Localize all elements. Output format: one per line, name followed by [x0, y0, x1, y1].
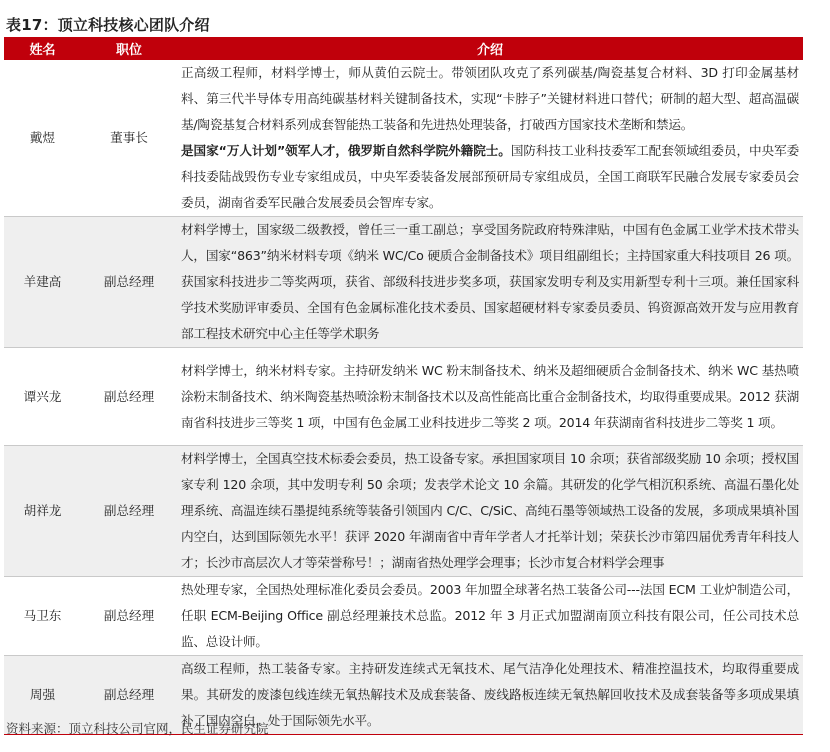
core-team-table — [4, 37, 803, 735]
table-row — [4, 348, 803, 446]
member-intro — [177, 60, 803, 217]
member-intro: 热处理专家，全国热处理标准化委员会委员。2003 年加盟全球著名热工装备公司---法国 ECM 工业炉制造公司，任职 ECM-Beijing Office 副总经理兼技术总监。2012 年 3 月正式加盟湖南顶立科技有限公司，任公司技术总监、总设计师。 — [177, 577, 803, 656]
member-name: 胡祥龙 — [4, 446, 81, 577]
member-intro: 材料学博士，全国真空技术标委会委员，热工设备专家。承担国家项目 10 余项；获省部级奖励 10 余项；授权国家专利 120 余项，其中发明专利 50 余项；发表学术论文 10 余篇。其研发的化学气相沉积系统、高温石墨化处理系统、高温连续石墨提纯系统等装备引领国内 C/C、C/SiC、高纯石墨等领域热工设备的发展，多项成果填补国内空白，达到国际领先水平！获评 2020 年湖南省中青年学者人才托举计划；荣获长沙市第四届优秀青年科技人才；长沙市高层次人才等荣誉称号！；湖南省热处理学会理事；长沙市复合材料学会理事 — [177, 446, 803, 577]
table-header-row — [4, 37, 803, 60]
table-row — [4, 446, 803, 577]
member-intro: 材料学博士，纳米材料专家。主持研发纳米 WC 粉末制备技术、纳米及超细硬质合金制备技术、纳米 WC 基热喷涂粉末制备技术、纳米陶瓷基热喷涂粉末制备技术以及高性能高比重合金制备技术，均取得重要成果。2012 获湖南省科技进步三等奖 1 项，中国有色金属工业科技进步二等奖 2 项。2014 年获湖南省科技进步二等奖 1 项。 — [177, 348, 803, 446]
member-intro: 高级工程师，热工装备专家。主持研发连续式无氧技术、尾气洁净化处理技术、精准控温技术，均取得重要成果。其研发的废漆包线连续无氧热解技术及成套装备、废线路板连续无氧热解回收技术及成套装备等多项成果填补了国内空白，处于国际领先水平。 — [177, 656, 803, 735]
table-title: 表17：顶立科技核心团队介绍 — [6, 16, 210, 34]
member-name: 戴煜 — [29, 130, 56, 145]
member-position: 副总经理 — [81, 348, 177, 446]
member-position: 副总经理 — [81, 217, 177, 348]
intro-text-tail: 国防科技工业科技委军工配套领域组委员，中央军委科技委陆战毁伤专业专家组成员，中央军委装备发展部预研局专家组成员，全国工商联军民融合发展专家委员会委员，湖南省委军民融合发展委员会智库专家。 — [181, 143, 799, 210]
source-note: 资料来源：顶立科技公司官网，民生证券研究院 — [6, 721, 269, 736]
table-row — [4, 577, 803, 656]
member-position: 副总经理 — [81, 577, 177, 656]
intro-highlight: 是国家“万人计划”领军人才，俄罗斯自然科学院外籍院士。 — [181, 143, 511, 158]
header-intro: 介绍 — [177, 37, 803, 60]
table-row — [4, 60, 803, 217]
table-row — [4, 217, 803, 348]
member-position: 副总经理 — [81, 446, 177, 577]
header-position: 职位 — [81, 37, 177, 60]
member-intro: 材料学博士，国家级二级教授，曾任三一重工副总；享受国务院政府特殊津贴，中国有色金属工业学术技术带头人，国家“863”纳米材料专项《纳米 WC/Co 硬质合金制备技术》项目组副组长；主持国家重大科技项目 26 项。获国家科技进步二等奖两项，获省、部级科技进步奖多项，获国家发明专利及实用新型专利十三项。兼任国家科学技术奖励评审委员、全国有色金属标准化技术委员、国家超硬材料专家委员委员、钨资源高效开发与应用教育部工程技术研究中心主任等学术职务 — [177, 217, 803, 348]
member-name: 马卫东 — [4, 577, 81, 656]
member-name: 羊建高 — [4, 217, 81, 348]
member-name: 谭兴龙 — [4, 348, 81, 446]
intro-text: 正高级工程师，材料学博士，师从黄伯云院士。带领团队攻克了系列碳基/陶瓷基复合材料、3D 打印金属基材料、第三代半导体专用高纯碳基材料关键制备技术，实现“卡脖子”关键材料进口替代；研制的超大型、超高温碳基/陶瓷基复合材料系列成套智能热工装备和先进热处理装备，打破西方国家技术垄断和禁运。 — [181, 65, 799, 132]
member-position: 董事长 — [110, 130, 148, 145]
header-name: 姓名 — [4, 37, 81, 60]
member-name: 周强 — [4, 656, 81, 735]
member-position: 副总经理 — [81, 656, 177, 735]
